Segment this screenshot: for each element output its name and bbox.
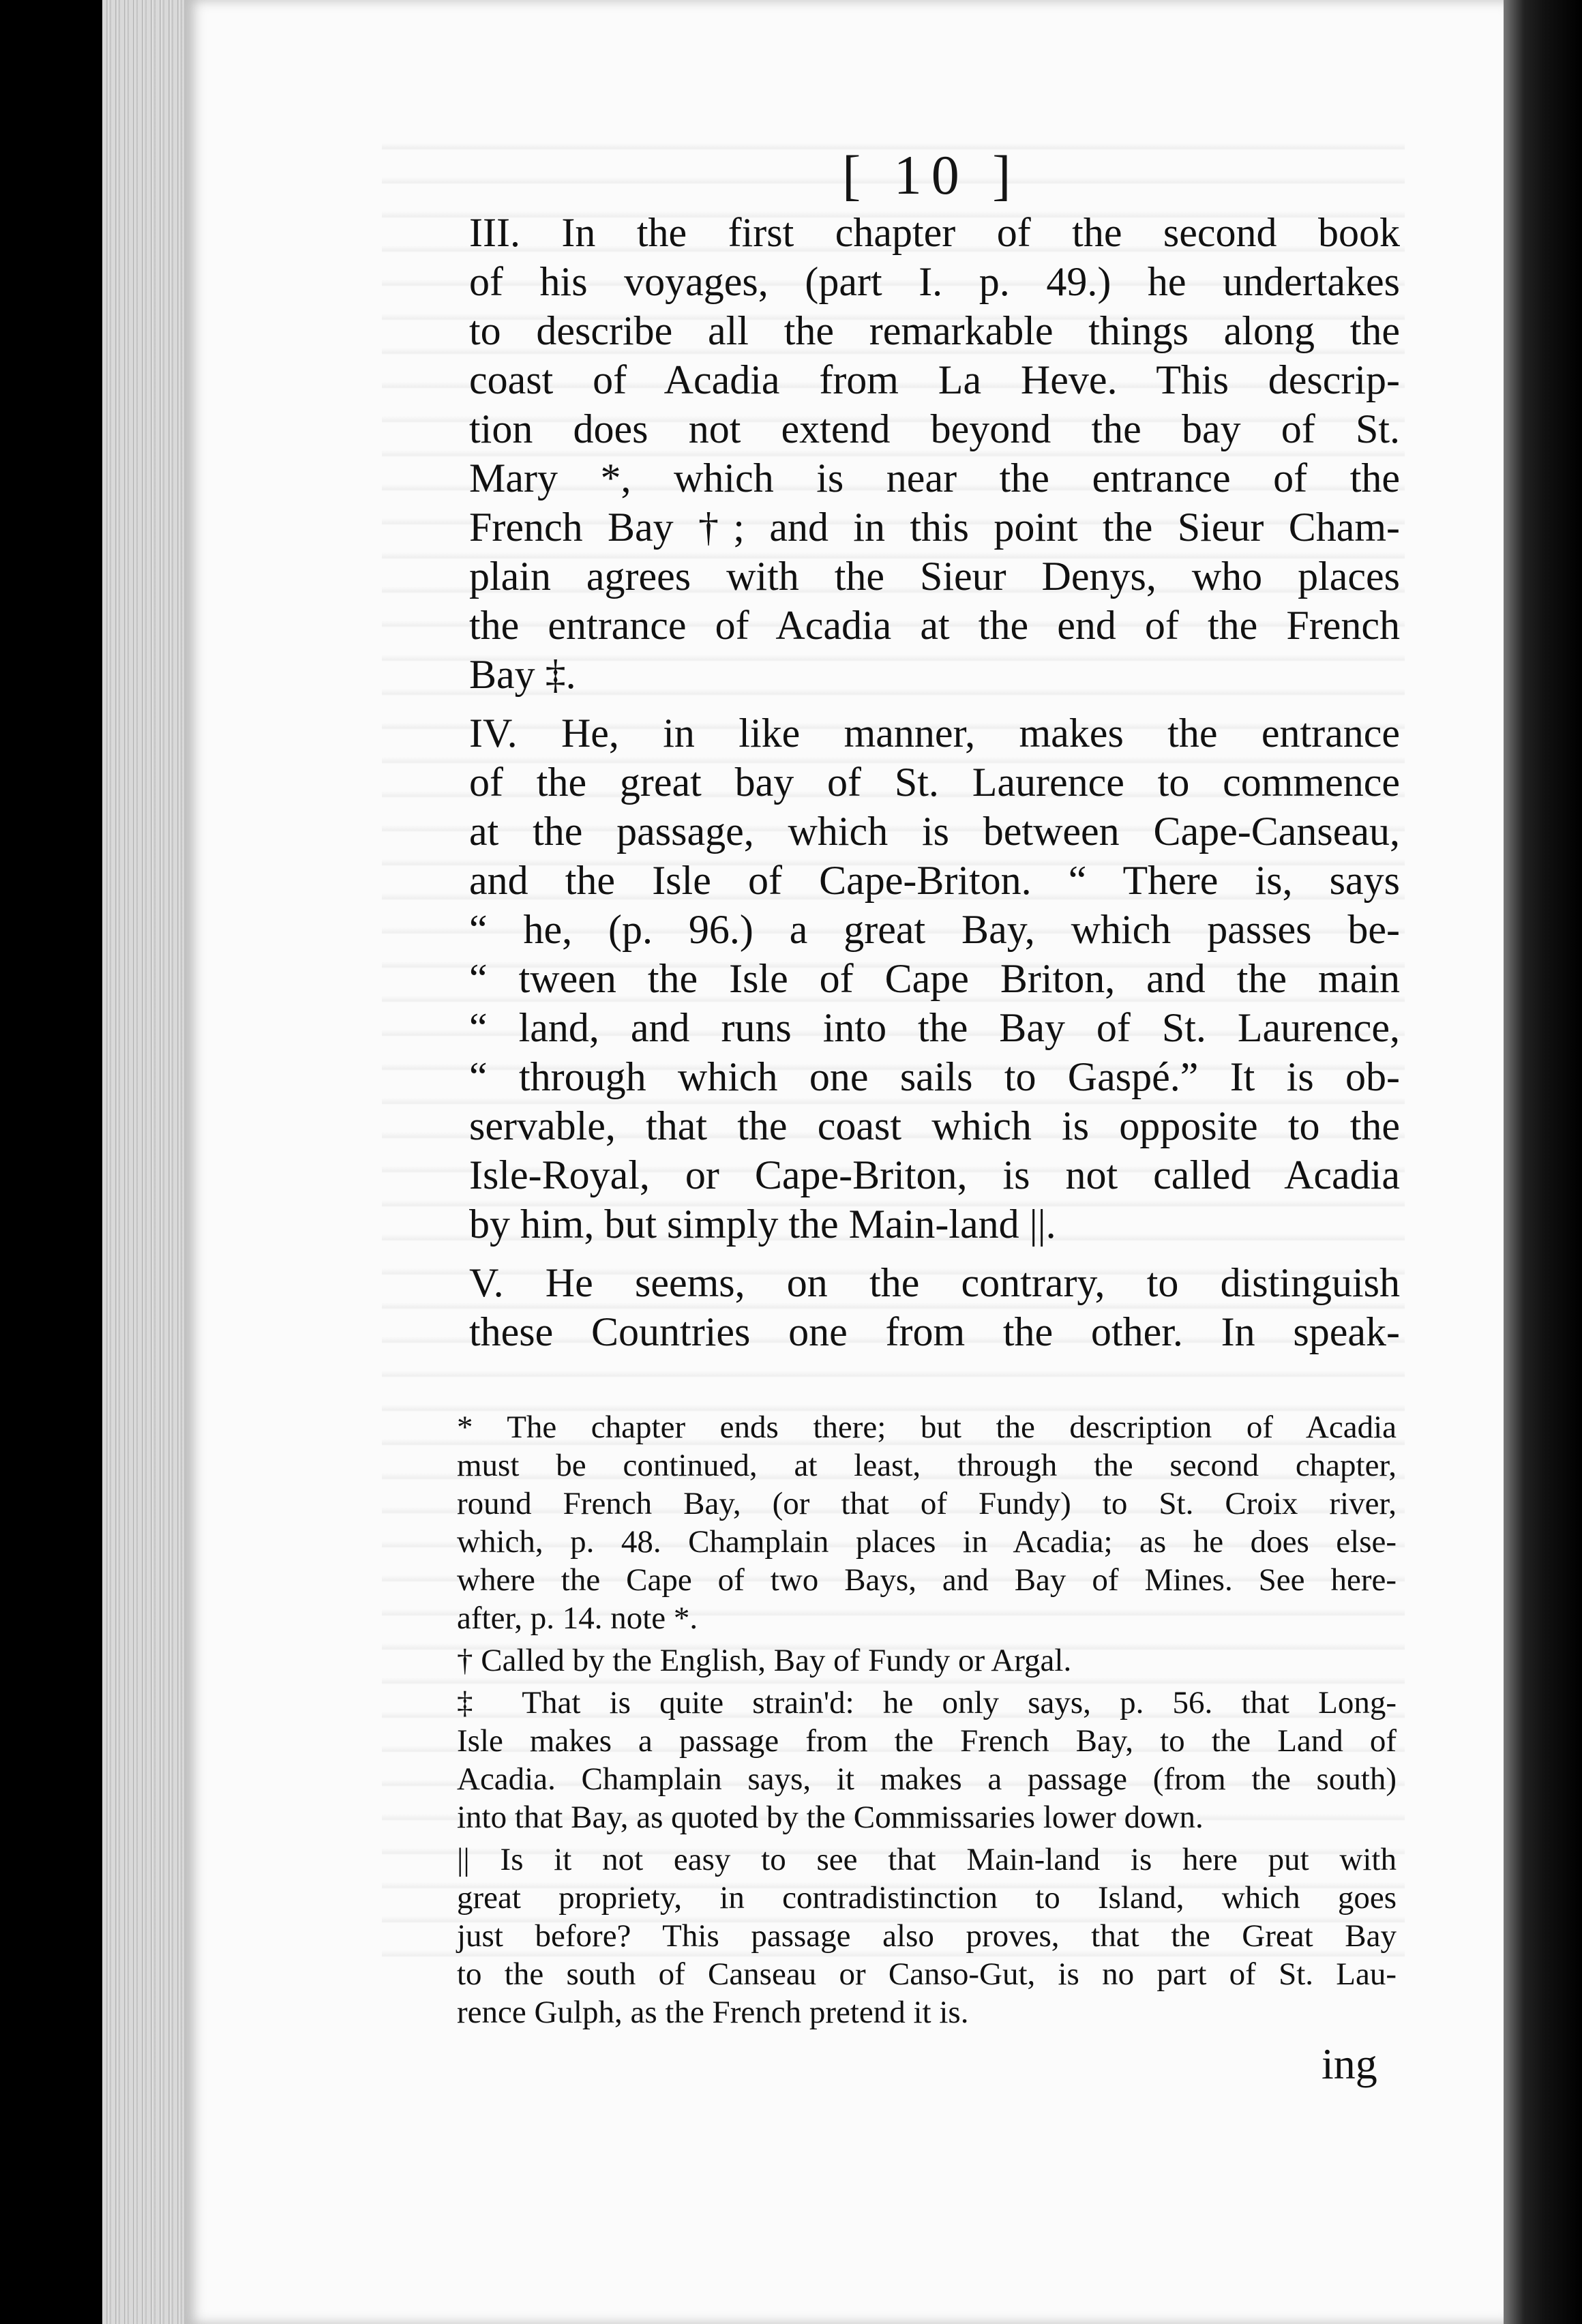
page-number: [ 10 ] <box>842 144 1021 206</box>
text-line: III. In the first chapter of the second book <box>469 210 1400 255</box>
text-line: of the great bay of St. Laurence to commence <box>469 760 1400 805</box>
footnote-parallel <box>457 1841 1397 2031</box>
paragraph-iii <box>469 208 1400 699</box>
footnote-line: Isle makes a passage from the French Bay, to the Land of <box>457 1723 1397 1759</box>
footnotes <box>457 1408 1397 2031</box>
footnote-star <box>457 1408 1397 1637</box>
main-text <box>469 208 1400 1356</box>
footnote-line: great propriety, in contradistinction to Island, which goes <box>457 1880 1397 1916</box>
text-line: plain agrees with the Sieur Denys, who places <box>469 554 1400 599</box>
footnote-line: round French Bay, (or that of Fundy) to St. Croix river, <box>457 1486 1397 1521</box>
paragraph-iv <box>469 709 1400 1249</box>
footnote-line: must be continued, at least, through the second chapter, <box>457 1448 1397 1483</box>
text-line: Mary *, which is near the entrance of the <box>469 456 1400 501</box>
paragraph-v <box>469 1258 1400 1356</box>
footnote-line: rence Gulph, as the French pretend it is. <box>457 1995 969 2030</box>
text-line: French Bay †; and in this point the Sieur Cham- <box>469 505 1400 550</box>
footnote-line: to the south of Canseau or Canso-Gut, is no part of St. Lau- <box>457 1956 1397 1992</box>
text-line: of his voyages, (part I. p. 49.) he undertakes <box>469 259 1400 304</box>
footnote-line: after, p. 14. note *. <box>457 1600 698 1636</box>
text-line: “ he, (p. 96.) a great Bay, which passes be- <box>469 907 1400 952</box>
text-line: coast of Acadia from La Heve. This descrip- <box>469 357 1400 402</box>
text-line: “ land, and runs into the Bay of St. Laurence, <box>469 1005 1400 1050</box>
footnote-line: † Called by the English, Bay of Fundy or Argal. <box>457 1643 1072 1678</box>
book-spine-shadow <box>1504 0 1582 2324</box>
footnote-double-dagger <box>457 1684 1397 1836</box>
text-line: at the passage, which is between Cape-Canseau, <box>469 809 1400 854</box>
footnote-line: into that Bay, as quoted by the Commissaries lower down. <box>457 1800 1204 1835</box>
text-line: the entrance of Acadia at the end of the French <box>469 603 1400 648</box>
text-line: and the Isle of Cape-Briton. “ There is, says <box>469 858 1400 903</box>
scan-left-margin <box>0 0 102 2324</box>
text-line: servable, that the coast which is opposite to the <box>469 1103 1400 1148</box>
text-line: tion does not extend beyond the bay of St. <box>469 406 1400 451</box>
footnote-line: which, p. 48. Champlain places in Acadia; as he does else- <box>457 1524 1397 1560</box>
text-line: Bay ‡. <box>469 652 576 697</box>
text-line: these Countries one from the other. In speak- <box>469 1309 1400 1354</box>
footnote-line: where the Cape of two Bays, and Bay of Mines. See here- <box>457 1562 1397 1598</box>
text-line: by him, but simply the Main-land ||. <box>469 1202 1056 1247</box>
text-line: to describe all the remarkable things along the <box>469 308 1400 353</box>
page-edges <box>102 0 184 2324</box>
catchword: ing <box>1322 2040 1377 2088</box>
text-line: IV. He, in like manner, makes the entrance <box>469 711 1400 756</box>
footnote-line: ‡ That is quite strain'd: he only says, p. 56. that Long- <box>457 1685 1397 1720</box>
text-line: “ through which one sails to Gaspé.” It is ob- <box>469 1054 1400 1099</box>
text-line: “ tween the Isle of Cape Briton, and the main <box>469 956 1400 1001</box>
text-line: V. He seems, on the contrary, to distinguish <box>469 1260 1400 1305</box>
footnote-line: just before? This passage also proves, that the Great Bay <box>457 1918 1397 1954</box>
footnote-dagger <box>457 1641 1397 1680</box>
footnote-line: * The chapter ends there; but the description of Acadia <box>457 1410 1397 1445</box>
footnote-line: Acadia. Champlain says, it makes a passage (from the south) <box>457 1761 1397 1797</box>
text-line: Isle-Royal, or Cape-Briton, is not called Acadia <box>469 1152 1400 1197</box>
footnote-line: || Is it not easy to see that Main-land is here put with <box>457 1842 1397 1877</box>
